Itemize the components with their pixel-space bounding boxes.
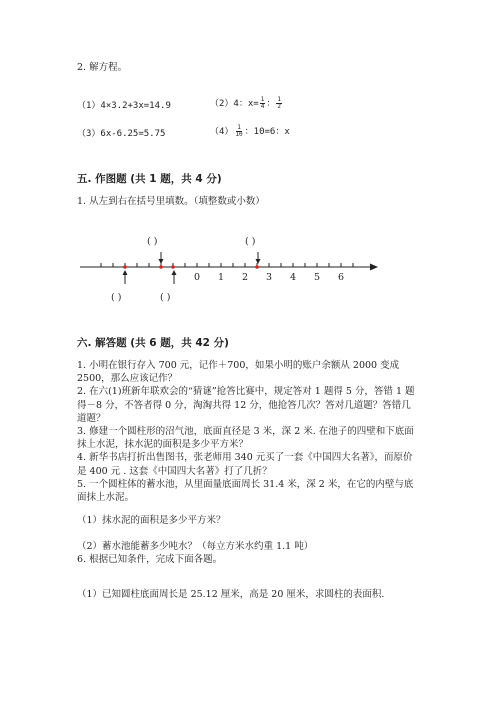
section-5-title: 五. 作图题 (共 1 题，共 4 分) [77, 173, 222, 185]
equation-2-prefix: （2）4：x= [210, 99, 259, 109]
equation-2-separator: ： [266, 99, 276, 109]
equation-3: （3）6x-6.25=5.75 [77, 129, 166, 139]
answer-blank-top-2: ( ) [245, 236, 256, 247]
section-6-title: 六. 解答题 (共 6 题，共 42 分) [77, 337, 229, 349]
number-line-arrowhead [370, 264, 378, 271]
section-2-header: 2. 解方程。 [77, 62, 128, 73]
point-c [171, 265, 175, 269]
section-5-question-1: 1. 从左到右在括号里填数。（填整数或小数） [77, 196, 265, 207]
minor-ticks [101, 263, 353, 267]
equation-1: （1）4×3.2+3x=14.9 [77, 101, 171, 111]
fraction-numerator: 1 [237, 124, 241, 131]
answer-blank-top-1: ( ) [147, 236, 158, 247]
fraction-numerator: 1 [277, 96, 281, 103]
question-4: 4. 新华书店打折出售图书，张老师用 340 元买了一套《中国四大名著》，而原价是 400 元 . 这套《中国四大名著》打了几折？ [77, 452, 413, 477]
up-arrow-2-icon [172, 270, 177, 284]
question-6: 6. 根据已知条件，完成下面各题。 [77, 554, 223, 565]
answer-blank-bottom-1: ( ) [111, 292, 122, 303]
down-arrow-2-icon [256, 252, 261, 264]
answer-blank-bottom-2: ( ) [160, 292, 171, 303]
tick-label-3: 3 [266, 272, 273, 283]
point-b [159, 265, 163, 269]
tick-label-0: 0 [194, 272, 201, 283]
point-a [123, 265, 127, 269]
question-5-sub-2: （2）蓄水池能蓄多少吨水？（每立方米水约重 1.1 吨） [77, 541, 314, 552]
question-2: 2. 在六(1)班新年联欢会的“猜谜”抢答比赛中，规定答对 1 题得 5 分，答错 1 题得－8 分，不答者得 0 分，淘淘共得 12 分，他抢答几次？答对几道题？答错几道题？ [77, 386, 415, 424]
question-6-sub-1: （1）已知圆柱底面周长是 25.12 厘米，高是 20 厘米，求圆柱的表面积. [77, 589, 385, 600]
question-1: 1. 小明在银行存入 700 元，记作＋700，如果小明的账户余额从 2000 变成 2500，那么应该记作？ [77, 360, 400, 385]
question-3: 3. 修建一个圆柱形的沼气池，底面直径是 3 米，深 2 米. 在池子的四壁和下底面抹上水泥，抹水泥的面积是多少平方米？ [77, 426, 414, 451]
tick-label-2: 2 [242, 272, 249, 283]
question-5: 5. 一个圆柱体的蓄水池，从里面量底面周长 31.4 米，深 2 米，在它的内壁与底面抹上水泥。 [77, 478, 414, 504]
down-arrow-1-icon [159, 252, 164, 264]
fraction-denominator: 10 [235, 131, 243, 138]
equation-4-prefix: （4） [210, 127, 234, 137]
up-arrow-1-icon [123, 270, 128, 284]
fraction-denominator: 4 [260, 103, 265, 110]
equation-4-suffix: ：10=6：x [244, 127, 290, 137]
question-5-sub-1: （1）抹水泥的面积是多少平方米？ [77, 515, 226, 526]
tick-label-5: 5 [314, 272, 321, 283]
tick-label-6: 6 [338, 272, 345, 283]
fraction-denominator: 2 [277, 103, 281, 110]
point-d [255, 265, 259, 269]
tick-label-1: 1 [218, 272, 225, 283]
fraction-numerator: 1 [260, 96, 265, 103]
section-6-questions [77, 359, 417, 504]
tick-label-4: 4 [290, 272, 297, 283]
